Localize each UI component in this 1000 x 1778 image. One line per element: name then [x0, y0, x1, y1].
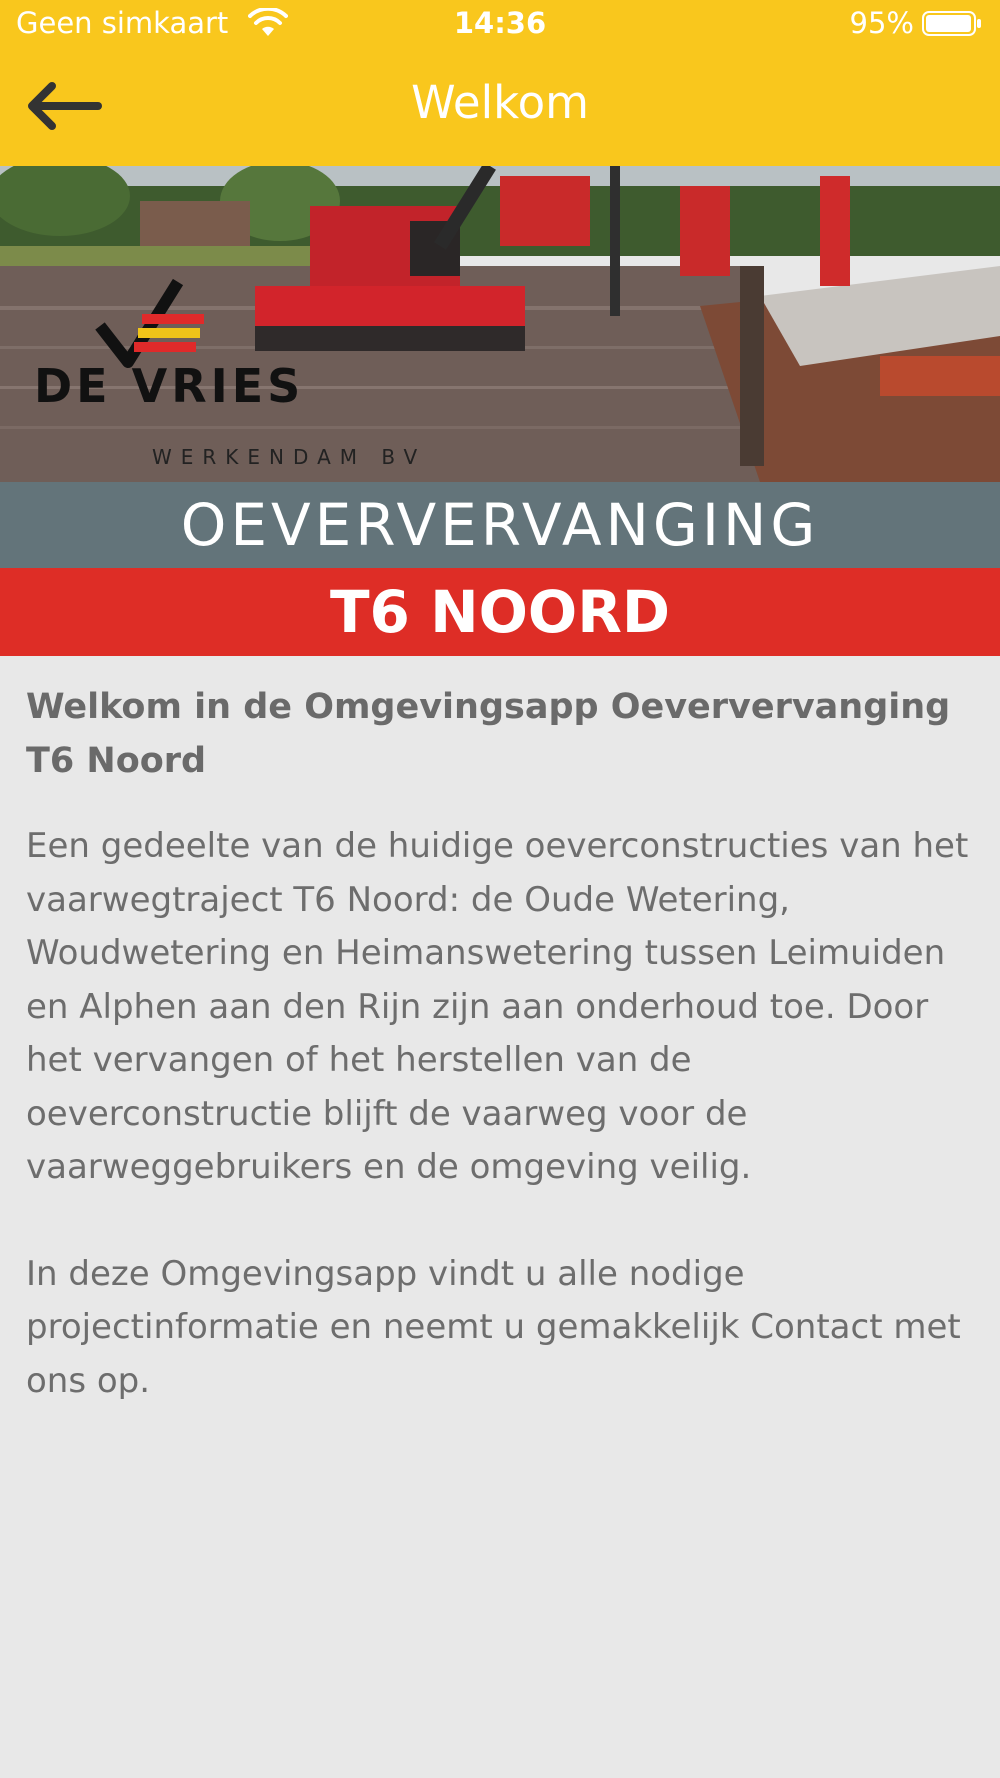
- hero-image: [0, 166, 1000, 482]
- welcome-heading: Welkom in de Omgevingsapp Oeververvanging T6 Noord: [26, 687, 951, 781]
- project-banner-subtitle: T6 NOORD: [0, 568, 1000, 656]
- navigation-bar: [0, 50, 1000, 166]
- logo-wordmark: DE VRIES: [34, 359, 305, 413]
- battery-icon: [922, 11, 982, 36]
- battery-percentage: 95%: [849, 6, 914, 40]
- clock: 14:36: [453, 6, 547, 40]
- hero-banner: [0, 166, 1000, 482]
- intro-paragraph: Een gedeelte van de huidige oeverconstructies van het vaarwegtraject T6 Noord: de Oude Wetering, Woudwetering en Heimanswetering tussen Leimuiden en Alphen aan den Rijn zijn aan onderhoud toe. Door het vervangen of het herstellen van de oeverconstructie blijft de vaarweg voor de vaarweggebruikers en de omgeving veilig.: [26, 826, 969, 1187]
- welcome-content: [26, 680, 976, 1461]
- status-bar: [0, 0, 1000, 46]
- info-paragraph: In deze Omgevingsapp vindt u alle nodige projectinformatie en neemt u gemakkelijk Contact met ons op.: [26, 1253, 961, 1401]
- project-banner-title: OEVERVERVANGING: [0, 482, 1000, 568]
- logo-subtitle: WERKENDAM BV: [152, 445, 427, 469]
- app-header: [0, 0, 1000, 166]
- carrier-label: Geen simkaart: [16, 6, 229, 40]
- page-title: Welkom: [411, 76, 589, 129]
